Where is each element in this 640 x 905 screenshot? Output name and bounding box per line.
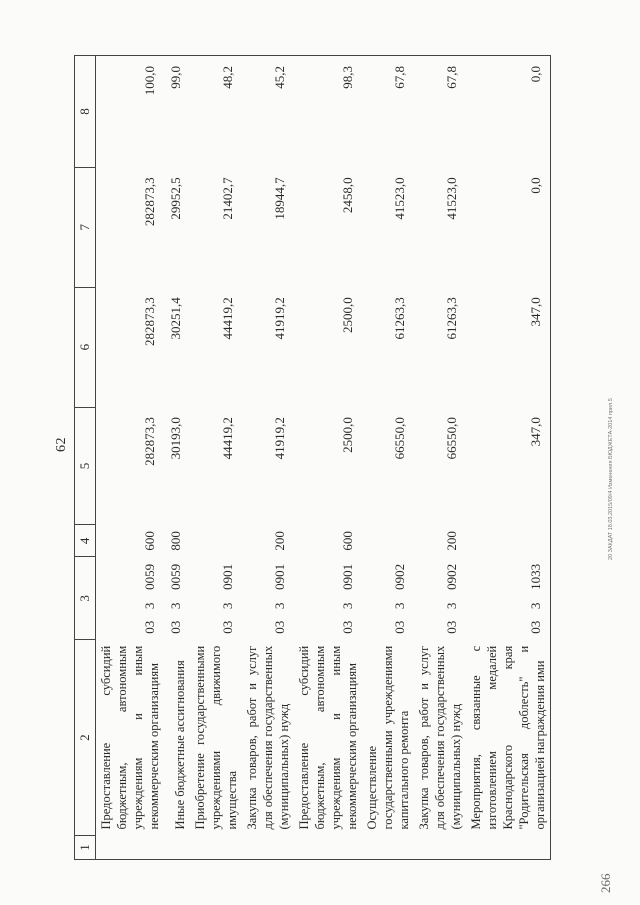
value-approved: 347,0 <box>466 407 551 525</box>
header-cell-1: 1 <box>75 836 96 860</box>
code-section: 03 <box>340 620 355 634</box>
row-description: Осуществление государственными учреждениями капитального ремонта <box>365 645 411 830</box>
code-subsection: 3 <box>392 602 407 610</box>
code-subsection: 3 <box>142 602 157 610</box>
row-description: Предоставление субсидий бюджетным, автономным учреждениям и иным некоммерческим организациям <box>99 645 161 830</box>
value-approved: 44419,2 <box>220 417 235 460</box>
row-description: Закупка товаров, работ и услуг для обеспечения государственных (муниципальных) нужд <box>417 645 463 830</box>
code-section: 03 <box>466 615 551 640</box>
table-row <box>190 56 242 860</box>
header-cell-6: 6 <box>75 287 96 407</box>
empty-cell <box>294 836 362 860</box>
code-expense-type <box>466 525 551 557</box>
code-subsection: 3 <box>220 602 235 610</box>
value-executed: 41523,0 <box>392 177 407 220</box>
document-page-number: 266 <box>598 873 613 893</box>
page-number: 62 <box>54 437 69 452</box>
empty-cell <box>466 836 551 860</box>
value-refined: 41919,2 <box>272 297 287 340</box>
header-cell-8: 8 <box>75 56 96 168</box>
value-executed: 0,0 <box>466 167 551 287</box>
header-row <box>75 56 96 860</box>
value-refined: 282873,3 <box>142 297 157 346</box>
empty-cell <box>190 836 242 860</box>
value-executed: 2458,0 <box>340 177 355 214</box>
code-target: 0901 <box>340 563 355 590</box>
empty-cell <box>362 836 414 860</box>
code-section: 03 <box>272 620 287 634</box>
row-description: Предоставление субсидий бюджетным, автономным учреждениям и иным некоммерческим организациям <box>297 645 359 830</box>
code-target: 0902 <box>392 563 407 590</box>
value-executed: 282873,3 <box>142 177 157 227</box>
table-row <box>414 56 466 860</box>
code-expense-type: 600 <box>142 531 157 551</box>
code-expense-type: 200 <box>272 531 287 551</box>
row-description: Иные бюджетные ассигнования <box>173 660 187 830</box>
value-approved: 2500,0 <box>340 417 355 453</box>
code-expense-type <box>190 525 242 557</box>
value-approved: 66550,0 <box>392 417 407 460</box>
header-cell-2: 2 <box>75 640 96 836</box>
code-expense-type: 200 <box>444 531 459 551</box>
value-percent: 0,0 <box>466 56 551 168</box>
value-refined: 61263,3 <box>444 297 459 340</box>
table-row <box>362 56 414 860</box>
code-subsection: 3 <box>466 597 551 615</box>
code-expense-type: 600 <box>340 531 355 551</box>
code-target: 0901 <box>272 563 287 590</box>
value-approved: 41919,2 <box>272 417 287 460</box>
code-section: 03 <box>142 620 157 634</box>
code-section: 03 <box>392 620 407 634</box>
value-percent: 100,0 <box>96 56 165 168</box>
empty-cell <box>414 836 466 860</box>
value-refined: 30251,4 <box>168 297 183 340</box>
value-refined: 2500,0 <box>340 297 355 333</box>
row-description: Закупка товаров, работ и услуг для обеспечения государственных (муниципальных) нужд <box>245 645 291 830</box>
value-refined: 61263,3 <box>392 297 407 340</box>
empty-cell <box>164 836 190 860</box>
code-section: 03 <box>168 620 183 634</box>
budget-table <box>74 55 551 860</box>
code-subsection: 3 <box>272 602 287 610</box>
code-section: 03 <box>444 620 459 634</box>
header-cell-3: 3 <box>75 557 96 640</box>
value-executed: 29952,5 <box>168 177 183 220</box>
value-executed: 18944,7 <box>272 177 287 220</box>
header-cell-7: 7 <box>75 167 96 287</box>
value-executed: 21402,7 <box>220 177 235 220</box>
row-description: Мероприятия, связанные с изготовлением медалей Краснодарского края "Родительская доблесть" и организацией награждения ими <box>466 640 551 836</box>
code-target: 0059 <box>168 563 183 590</box>
table-row <box>242 56 294 860</box>
empty-cell <box>96 836 165 860</box>
print-stamp: 20 ЗАКДАТ 18.03.2015/09/4 Изменения БЮДЖЕТА-2014 прил.5 <box>608 398 614 560</box>
table-row <box>96 56 165 860</box>
code-subsection: 3 <box>444 602 459 610</box>
code-target: 0059 <box>142 563 157 590</box>
value-refined: 44419,2 <box>220 297 235 340</box>
value-refined: 347,0 <box>466 287 551 407</box>
value-percent: 67,8 <box>362 56 414 168</box>
header-cell-5: 5 <box>75 407 96 525</box>
code-subsection: 3 <box>340 602 355 610</box>
value-percent: 99,0 <box>164 56 190 168</box>
table-row <box>466 56 551 860</box>
value-percent: 45,2 <box>242 56 294 168</box>
code-target: 0901 <box>220 563 235 590</box>
value-approved: 282873,3 <box>142 417 157 466</box>
table-row <box>164 56 190 860</box>
code-expense-type <box>362 525 414 557</box>
code-section: 03 <box>220 620 235 634</box>
value-percent: 67,8 <box>414 56 466 168</box>
value-approved: 66550,0 <box>444 417 459 460</box>
value-percent: 98,3 <box>294 56 362 168</box>
code-target: 0902 <box>444 563 459 590</box>
value-approved: 30193,0 <box>168 417 183 460</box>
table-row <box>294 56 362 860</box>
code-expense-type: 800 <box>168 531 183 551</box>
empty-cell <box>242 836 294 860</box>
code-target: 1033 <box>466 557 551 597</box>
value-executed: 41523,0 <box>444 177 459 220</box>
row-description: Приобретение государственными учреждениями движимого имущества <box>193 645 239 830</box>
budget-table-container <box>74 55 547 860</box>
value-percent: 48,2 <box>190 56 242 168</box>
code-subsection: 3 <box>168 602 183 610</box>
header-cell-4: 4 <box>75 525 96 557</box>
